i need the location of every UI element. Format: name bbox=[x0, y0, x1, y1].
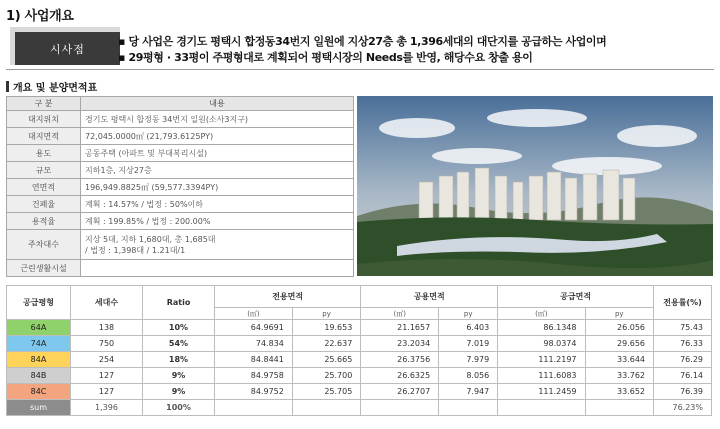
cell-co-m2: 26.6325 bbox=[361, 368, 439, 384]
table-row bbox=[7, 352, 712, 368]
cell-ex-py: 25.665 bbox=[292, 352, 360, 368]
sum-units: 1,396 bbox=[71, 400, 143, 416]
cell-ex-py: 25.705 bbox=[292, 384, 360, 400]
table-row bbox=[7, 213, 354, 230]
unit-type-cell: 64A bbox=[7, 320, 71, 336]
cell-ratio: 9% bbox=[143, 368, 215, 384]
cell-units: 750 bbox=[71, 336, 143, 352]
implication-label-box bbox=[10, 27, 120, 65]
header-units: 세대수 bbox=[71, 286, 143, 320]
row-label: 건폐율 bbox=[7, 196, 81, 213]
page-title: 1) 사업개요 bbox=[6, 9, 74, 24]
row-label: 근린생활시설 bbox=[7, 260, 81, 277]
cell-su-py: 33.652 bbox=[585, 384, 654, 400]
sum-empty-cell bbox=[215, 400, 293, 416]
cell-ex-py: 19.653 bbox=[292, 320, 360, 336]
row-label: 대지위치 bbox=[7, 111, 81, 128]
row-value: 경기도 평택시 합정동 34번지 일원(소사3지구) bbox=[81, 111, 354, 128]
row-label: 용도 bbox=[7, 145, 81, 162]
cell-co-py: 8.056 bbox=[439, 368, 498, 384]
sum-empty-cell bbox=[361, 400, 439, 416]
cell-su-py: 29.656 bbox=[585, 336, 654, 352]
header-py: py bbox=[585, 308, 654, 320]
header-py: py bbox=[292, 308, 360, 320]
cell-co-m2: 23.2034 bbox=[361, 336, 439, 352]
cell-ex-m2: 74.834 bbox=[215, 336, 293, 352]
cell-ex-m2: 84.8441 bbox=[215, 352, 293, 368]
cell-units: 127 bbox=[71, 384, 143, 400]
cell-su-py: 26.056 bbox=[585, 320, 654, 336]
implication-label: 시사점 bbox=[15, 32, 120, 65]
table-row bbox=[7, 196, 354, 213]
table-row bbox=[7, 128, 354, 145]
cell-su-m2: 86.1348 bbox=[498, 320, 585, 336]
table-row bbox=[7, 368, 712, 384]
row-value bbox=[81, 260, 354, 277]
cell-su-m2: 111.2459 bbox=[498, 384, 585, 400]
implication-text bbox=[118, 34, 606, 66]
unit-type-cell: 74A bbox=[7, 336, 71, 352]
header-sqm: (㎡) bbox=[215, 308, 293, 320]
sum-row bbox=[7, 400, 712, 416]
table-row bbox=[7, 111, 354, 128]
row-value: 계획 : 199.85% / 법정 : 200.00% bbox=[81, 213, 354, 230]
sum-type: sum bbox=[7, 400, 71, 416]
cell-su-m2: 111.2197 bbox=[498, 352, 585, 368]
parking-line: 지상 5대, 지하 1,680대, 총 1,685대 bbox=[85, 234, 216, 244]
cell-rate: 75.43 bbox=[654, 320, 712, 336]
header-rate: 전용률(%) bbox=[654, 286, 712, 320]
overview-header-content: 내용 bbox=[81, 97, 354, 111]
cell-ex-py: 22.637 bbox=[292, 336, 360, 352]
sum-empty-cell bbox=[439, 400, 498, 416]
header-ratio: Ratio bbox=[143, 286, 215, 320]
row-value bbox=[81, 230, 354, 260]
table-row bbox=[7, 320, 712, 336]
parking-line: / 법정 : 1,398대 / 1.21대/1 bbox=[85, 245, 186, 255]
cell-co-py: 7.947 bbox=[439, 384, 498, 400]
cell-ex-py: 25.700 bbox=[292, 368, 360, 384]
row-label: 용적율 bbox=[7, 213, 81, 230]
cell-co-py: 6.403 bbox=[439, 320, 498, 336]
header-type: 공급평형 bbox=[7, 286, 71, 320]
sum-ratio: 100% bbox=[143, 400, 215, 416]
cell-co-m2: 21.1657 bbox=[361, 320, 439, 336]
aerial-rendering-illustration bbox=[357, 96, 713, 276]
divider bbox=[6, 69, 714, 70]
implication-line: ▪ 당 사업은 경기도 평택시 합정동34번지 일원에 지상27층 총 1,396세대의 대단지를 공급하는 사업이며 bbox=[118, 35, 607, 48]
header-sqm: (㎡) bbox=[498, 308, 585, 320]
table-row bbox=[7, 336, 712, 352]
overview-table bbox=[6, 96, 354, 277]
section-heading bbox=[6, 79, 97, 94]
cell-rate: 76.33 bbox=[654, 336, 712, 352]
cell-ratio: 18% bbox=[143, 352, 215, 368]
row-value: 지하1층, 지상27층 bbox=[81, 162, 354, 179]
cell-co-py: 7.019 bbox=[439, 336, 498, 352]
implication-line: ▪ 29평형 · 33평이 주평형대로 계획되어 평택시장의 Needs를 반영, 해당수요 창출 용이 bbox=[118, 51, 533, 64]
cell-ex-m2: 64.9691 bbox=[215, 320, 293, 336]
overview-header-category: 구 분 bbox=[7, 97, 81, 111]
unit-type-cell: 84A bbox=[7, 352, 71, 368]
section-title: 개요 및 분양면적표 bbox=[13, 83, 98, 94]
row-value: 계획 : 14.57% / 법정 : 50%이하 bbox=[81, 196, 354, 213]
sum-empty-cell bbox=[498, 400, 585, 416]
unit-type-cell: 84C bbox=[7, 384, 71, 400]
sum-empty-cell bbox=[292, 400, 360, 416]
cell-rate: 76.29 bbox=[654, 352, 712, 368]
cell-co-m2: 26.2707 bbox=[361, 384, 439, 400]
row-value: 196,949.8825㎡ (59,577.3394PY) bbox=[81, 179, 354, 196]
cell-su-m2: 98.0374 bbox=[498, 336, 585, 352]
header-common: 공용면적 bbox=[361, 286, 498, 308]
row-label: 대지면적 bbox=[7, 128, 81, 145]
row-label: 연면적 bbox=[7, 179, 81, 196]
cell-co-py: 7.979 bbox=[439, 352, 498, 368]
row-value: 공동주택 (아파트 및 부대복리시설) bbox=[81, 145, 354, 162]
cell-rate: 76.14 bbox=[654, 368, 712, 384]
table-row bbox=[7, 260, 354, 277]
table-row bbox=[7, 179, 354, 196]
cell-ratio: 54% bbox=[143, 336, 215, 352]
cell-units: 254 bbox=[71, 352, 143, 368]
header-py: py bbox=[439, 308, 498, 320]
table-row bbox=[7, 384, 712, 400]
table-row bbox=[7, 230, 354, 260]
cell-su-m2: 111.6083 bbox=[498, 368, 585, 384]
cell-ex-m2: 84.9758 bbox=[215, 368, 293, 384]
cell-ratio: 9% bbox=[143, 384, 215, 400]
header-exclusive: 전용면적 bbox=[215, 286, 361, 308]
section-bullet bbox=[6, 81, 9, 92]
cell-su-py: 33.644 bbox=[585, 352, 654, 368]
row-label: 규모 bbox=[7, 162, 81, 179]
aerial-rendering-image bbox=[357, 96, 713, 276]
cell-ex-m2: 84.9752 bbox=[215, 384, 293, 400]
area-table-body bbox=[7, 320, 712, 416]
cell-co-m2: 26.3756 bbox=[361, 352, 439, 368]
header-supply: 공급면적 bbox=[498, 286, 654, 308]
cell-su-py: 33.762 bbox=[585, 368, 654, 384]
table-row bbox=[7, 145, 354, 162]
row-label: 주차대수 bbox=[7, 230, 81, 260]
sum-rate: 76.23% bbox=[654, 400, 712, 416]
row-value: 72,045.0000㎡ (21,793.6125PY) bbox=[81, 128, 354, 145]
header-sqm: (㎡) bbox=[361, 308, 439, 320]
cell-units: 127 bbox=[71, 368, 143, 384]
sum-empty-cell bbox=[585, 400, 654, 416]
area-table bbox=[6, 285, 712, 416]
cell-ratio: 10% bbox=[143, 320, 215, 336]
table-row bbox=[7, 162, 354, 179]
cell-rate: 76.39 bbox=[654, 384, 712, 400]
unit-type-cell: 84B bbox=[7, 368, 71, 384]
cell-units: 138 bbox=[71, 320, 143, 336]
